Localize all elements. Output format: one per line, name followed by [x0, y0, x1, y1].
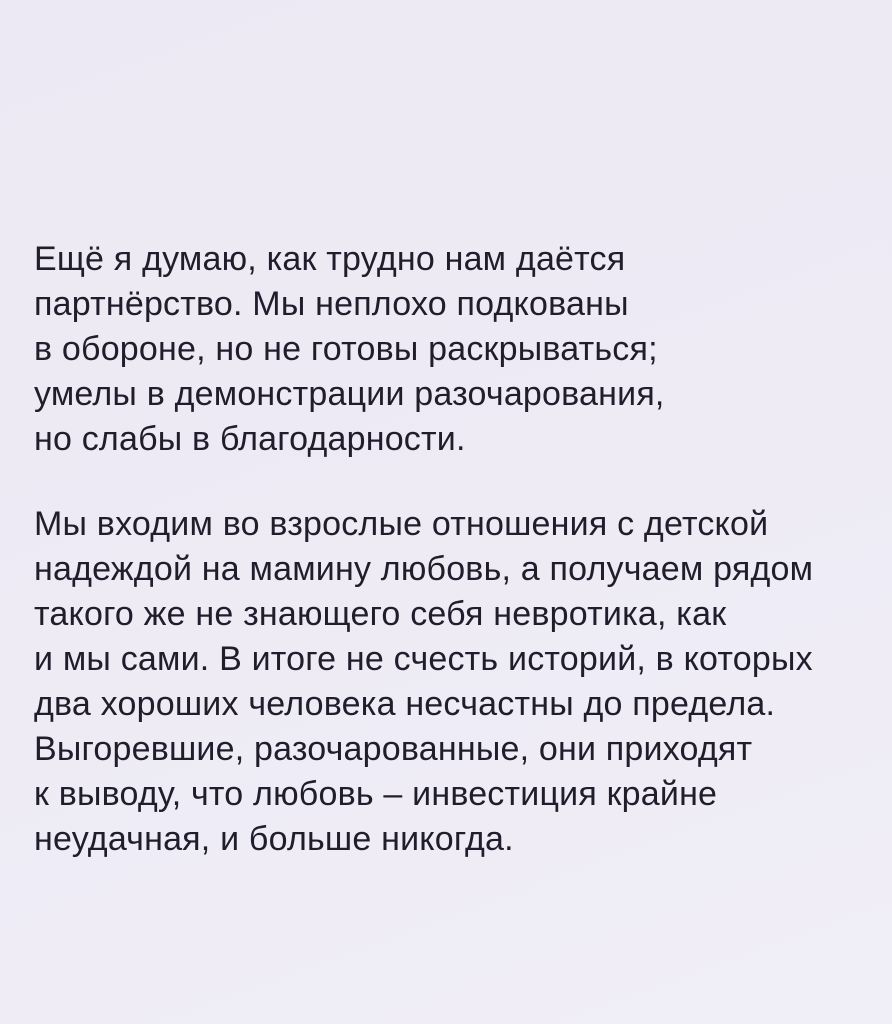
quote-line: Мы входим во взрослые отношения с детской	[34, 505, 769, 543]
quote-line: в обороне, но не готовы раскрываться;	[34, 330, 658, 368]
quote-line: к выводу, что любовь – инвестиция крайне	[34, 775, 718, 813]
quote-line: два хороших человека несчастны до предела.	[34, 685, 776, 723]
quote-line: партнёрство. Мы неплохо подкованы	[34, 285, 629, 323]
quote-line: умелы в демонстрации разочарования,	[34, 375, 665, 413]
quote-line: Выгоревшие, разочарованные, они приходят	[34, 730, 753, 768]
quote-paragraph-1	[34, 237, 872, 462]
quote-line: и мы сами. В итоге не счесть историй, в которых	[34, 640, 813, 678]
quote-line: Ещё я думаю, как трудно нам даётся	[34, 240, 626, 278]
quote-line: неудачная, и больше никогда.	[34, 820, 514, 858]
quote-line: надеждой на мамину любовь, а получаем рядом	[34, 550, 814, 588]
quote-line: но слабы в благодарности.	[34, 420, 466, 458]
quote-line: такого же не знающего себя невротика, как	[34, 595, 727, 633]
quote-paragraph-2	[34, 502, 872, 862]
